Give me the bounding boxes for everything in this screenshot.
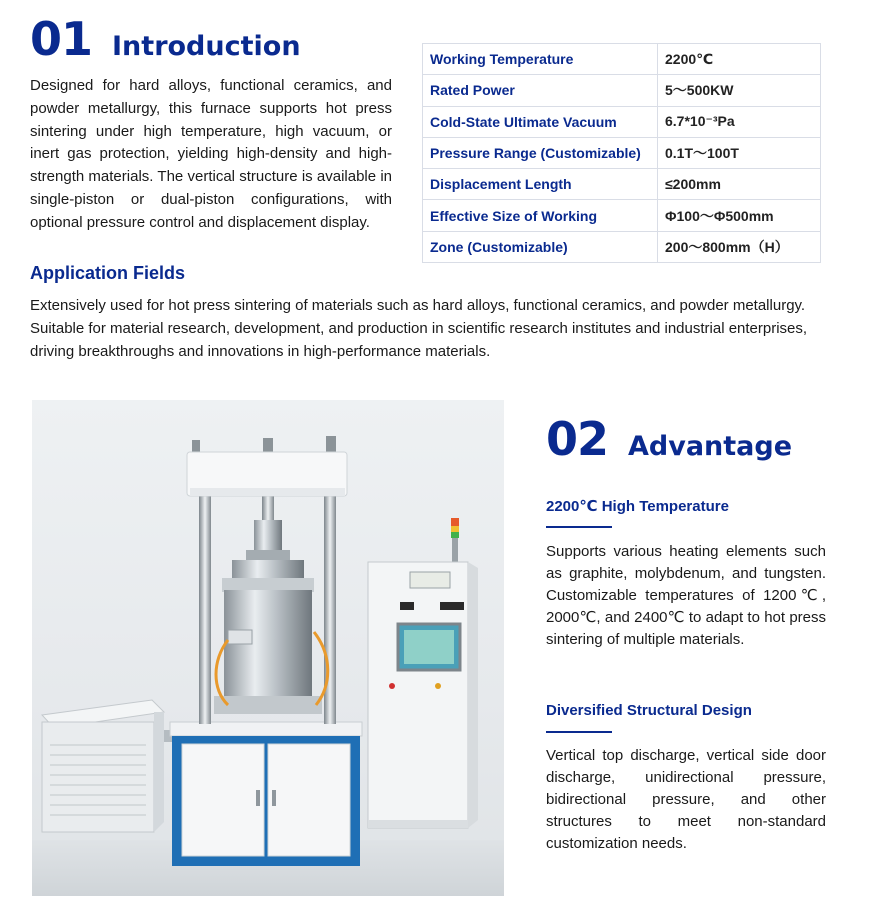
spec-value: 5～500KW [658, 75, 821, 106]
table-row [423, 200, 821, 231]
advantage-item-text: Supports various heating elements such as graphite, molybdenum, and tungsten. Customizable temperatures of 1200℃, 2000℃, and 2400℃ to adapt to hot press sintering of multiple materials. [546, 543, 826, 648]
advantage-heading [546, 412, 792, 466]
spec-value: 6.7*10⁻³Pa [658, 106, 821, 137]
control-cabinet [368, 518, 478, 828]
intro-heading [30, 12, 301, 66]
product-photo [32, 400, 504, 896]
title-underline [546, 731, 612, 733]
advantage-number: 02 [546, 412, 609, 466]
intro-number: 01 [30, 12, 93, 66]
intro-title: Introduction [112, 31, 301, 62]
title-underline [546, 526, 612, 528]
spec-value: ≤200mm [658, 169, 821, 200]
advantage-item-text: Vertical top discharge, vertical side door discharge, unidirectional pressure, bidirectional pressure, and other structures to meet non-standard customization needs. [546, 747, 826, 852]
top-crosshead [187, 436, 347, 496]
transformer-box [42, 700, 186, 832]
spec-label: Effective Size of Working [423, 200, 658, 231]
vacuum-chamber [214, 560, 328, 714]
table-row [423, 44, 821, 75]
base-cabinet [170, 722, 362, 866]
spec-label: Working Temperature [423, 44, 658, 75]
application-paragraph: Extensively used for hot press sintering of materials such as hard alloys, functional ceramics, and powder metallurgy. Suitable for material research, development, and production in scientific research institutes and industrial enterprises, driving breakthroughs and innovations in high-performance materials. [30, 297, 808, 360]
spec-value: 200～800mm（H） [658, 231, 821, 262]
advantage-item-title: 2200℃ High Temperature [546, 498, 729, 515]
spec-label: Cold-State Ultimate Vacuum [423, 106, 658, 137]
spec-value: Φ100～Φ500mm [658, 200, 821, 231]
furnace-illustration [32, 400, 504, 896]
advantage-title: Advantage [628, 431, 793, 462]
application-title: Application Fields [30, 263, 186, 283]
table-row [423, 75, 821, 106]
spec-table [422, 43, 821, 263]
table-row [423, 169, 821, 200]
spec-label: Rated Power [423, 75, 658, 106]
advantage-item-title: Diversified Structural Design [546, 702, 752, 719]
spec-label: Zone (Customizable) [423, 231, 658, 262]
intro-paragraph: Designed for hard alloys, functional ceramics, and powder metallurgy, this furnace supports hot press sintering under high temperature, high vacuum, or inert gas protection, yielding high-density and high-strength materials. The vertical structure is available in single-piston or dual-piston configurations, with optional pressure control and displacement display. [30, 77, 392, 231]
spec-label: Displacement Length [423, 169, 658, 200]
table-row [423, 137, 821, 168]
spec-value: 2200℃ [658, 44, 821, 75]
spec-label: Pressure Range (Customizable) [423, 137, 658, 168]
spec-value: 0.1T～100T [658, 137, 821, 168]
table-row [423, 231, 821, 262]
table-row [423, 106, 821, 137]
